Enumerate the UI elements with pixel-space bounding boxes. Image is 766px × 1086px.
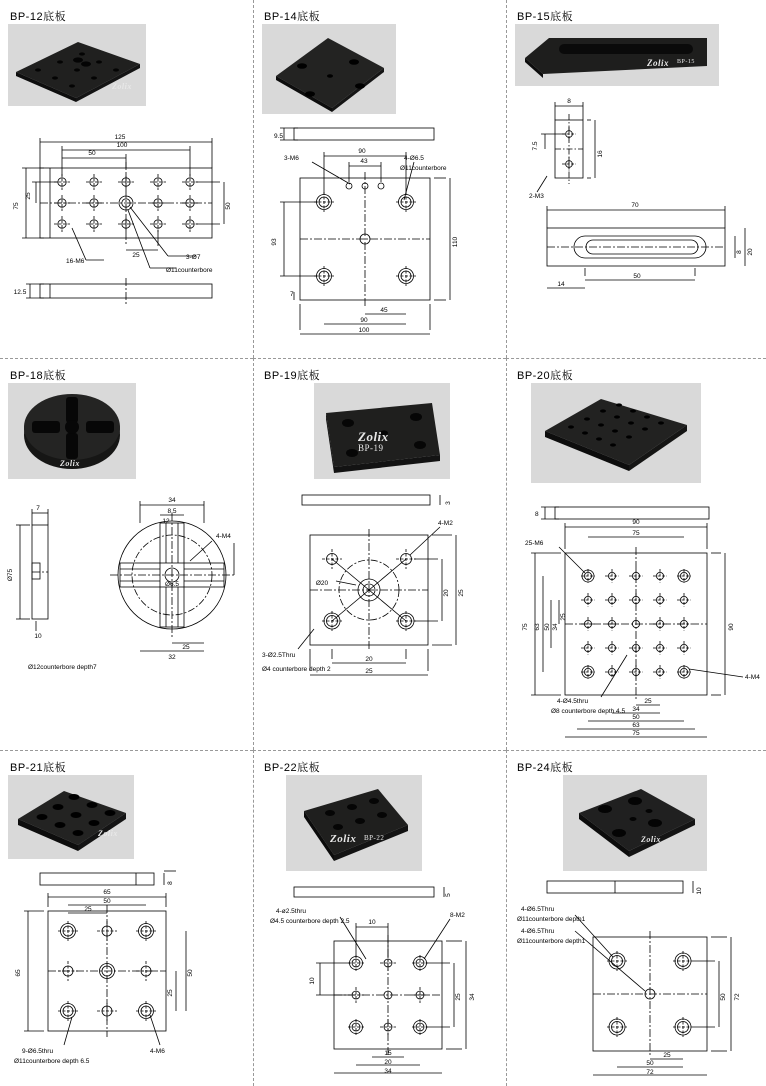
drawing-bp-20 xyxy=(507,487,766,741)
svg-text:10: 10 xyxy=(368,919,376,926)
svg-text:50: 50 xyxy=(103,898,111,905)
svg-text:93: 93 xyxy=(271,238,278,246)
svg-text:8.5: 8.5 xyxy=(167,508,177,515)
svg-text:8: 8 xyxy=(567,98,571,105)
product-photo-bp-24 xyxy=(563,775,707,871)
product-photo-bp-20 xyxy=(531,383,701,483)
svg-text:25: 25 xyxy=(167,989,174,997)
svg-text:25: 25 xyxy=(182,644,190,651)
product-cell-bp-20 xyxy=(506,358,766,750)
svg-text:63: 63 xyxy=(534,623,541,631)
svg-text:75: 75 xyxy=(632,730,640,737)
svg-text:70: 70 xyxy=(631,202,639,209)
product-cell-bp-14 xyxy=(253,0,506,358)
product-photo-bp-19 xyxy=(314,383,450,479)
svg-text:4-M4: 4-M4 xyxy=(745,674,760,681)
svg-text:20: 20 xyxy=(384,1059,392,1066)
brand-logo-bp-21: Zolix xyxy=(98,829,118,838)
svg-text:50: 50 xyxy=(646,1060,654,1067)
svg-text:8-M2: 8-M2 xyxy=(450,912,465,919)
svg-text:63: 63 xyxy=(632,722,640,729)
drawing-bp-12 xyxy=(0,124,253,354)
product-cell-bp-21 xyxy=(0,750,253,1086)
svg-text:Ø11counterbore: Ø11counterbore xyxy=(400,165,447,172)
svg-text:12: 12 xyxy=(162,518,170,525)
brand-logo-bp-24: Zolix xyxy=(641,835,661,844)
product-photo-bp-22 xyxy=(286,775,422,871)
drawing-bp-18 xyxy=(0,483,253,733)
model-label-bp-22: BP-22 xyxy=(364,834,385,842)
svg-text:25: 25 xyxy=(644,698,652,705)
svg-text:50: 50 xyxy=(187,969,194,977)
brand-logo-bp-18: Zolix xyxy=(60,459,80,468)
svg-text:50: 50 xyxy=(88,150,96,157)
product-photo-bp-21 xyxy=(8,775,134,859)
brand-logo-bp-12: Zolix xyxy=(112,82,132,91)
svg-text:7: 7 xyxy=(290,291,294,298)
svg-text:90: 90 xyxy=(360,317,368,324)
drawing-bp-19 xyxy=(254,481,506,731)
svg-text:34: 34 xyxy=(168,497,176,504)
photo-render-bp-14 xyxy=(262,24,396,114)
drawing-bp-15 xyxy=(507,76,766,312)
svg-text:34: 34 xyxy=(632,706,640,713)
svg-text:Ø11counterbore: Ø11counterbore xyxy=(166,267,213,274)
svg-text:8: 8 xyxy=(535,511,539,518)
svg-text:14: 14 xyxy=(557,281,565,288)
product-title-bp-12: BP-12底板 xyxy=(10,11,67,23)
model-label-bp-19: BP-19 xyxy=(358,443,384,453)
svg-text:Ø6.5: Ø6.5 xyxy=(164,581,180,588)
svg-text:10: 10 xyxy=(34,633,42,640)
svg-text:125: 125 xyxy=(114,134,126,141)
svg-text:Ø20: Ø20 xyxy=(315,580,329,587)
svg-text:75: 75 xyxy=(632,530,640,537)
svg-text:65: 65 xyxy=(103,889,111,896)
svg-text:25: 25 xyxy=(560,613,567,621)
product-photo-bp-12 xyxy=(8,24,146,106)
svg-text:Ø11counterbore depth1: Ø11counterbore depth1 xyxy=(517,916,586,923)
svg-text:110: 110 xyxy=(452,236,459,248)
brand-logo-bp-15: Zolix xyxy=(647,58,669,68)
product-cell-bp-22 xyxy=(253,750,506,1086)
svg-text:Ø11counterbore depth 6.5: Ø11counterbore depth 6.5 xyxy=(14,1058,90,1065)
product-photo-bp-14 xyxy=(262,24,396,114)
svg-text:5: 5 xyxy=(445,893,452,897)
svg-text:15: 15 xyxy=(384,1050,392,1057)
svg-text:34: 34 xyxy=(469,993,476,1001)
svg-text:50: 50 xyxy=(720,993,727,1001)
svg-text:9-Ø6.5thru: 9-Ø6.5thru xyxy=(22,1048,54,1055)
svg-text:Ø75: Ø75 xyxy=(7,568,14,582)
product-title-bp-18: BP-18底板 xyxy=(10,370,67,382)
svg-text:3-Ø2.5Thru: 3-Ø2.5Thru xyxy=(262,652,296,659)
svg-text:90: 90 xyxy=(728,623,735,631)
drawing-bp-21 xyxy=(0,863,253,1075)
svg-text:4-M6: 4-M6 xyxy=(150,1048,165,1055)
svg-text:75: 75 xyxy=(13,202,20,210)
svg-text:20: 20 xyxy=(443,589,450,597)
svg-text:50: 50 xyxy=(632,714,640,721)
drawing-bp-22 xyxy=(254,875,506,1085)
product-title-bp-20: BP-20底板 xyxy=(517,370,574,382)
model-label-bp-15: BP-15 xyxy=(677,59,695,65)
svg-text:43: 43 xyxy=(360,158,368,165)
svg-text:4-M4: 4-M4 xyxy=(216,533,231,540)
svg-text:100: 100 xyxy=(358,327,370,334)
svg-text:7: 7 xyxy=(36,505,40,512)
product-cell-bp-19 xyxy=(253,358,506,750)
svg-text:Ø8 counterbore depth 4.5: Ø8 counterbore depth 4.5 xyxy=(551,708,626,715)
product-cell-bp-12 xyxy=(0,0,253,358)
drawing-bp-14 xyxy=(254,116,506,356)
photo-render-bp-24 xyxy=(563,775,707,871)
drawing-bp-24 xyxy=(507,869,766,1083)
svg-text:3-Ø7: 3-Ø7 xyxy=(186,254,201,261)
svg-text:25: 25 xyxy=(455,993,462,1001)
svg-text:Ø4.5 counterbore depth 2.5: Ø4.5 counterbore depth 2.5 xyxy=(270,918,350,925)
svg-text:45: 45 xyxy=(380,307,388,314)
svg-text:90: 90 xyxy=(632,519,640,526)
svg-text:16-M6: 16-M6 xyxy=(66,258,85,265)
svg-text:32: 32 xyxy=(168,654,176,661)
svg-text:10: 10 xyxy=(309,977,316,985)
photo-render-bp-21 xyxy=(8,775,134,859)
svg-text:20: 20 xyxy=(747,248,754,256)
product-cell-bp-24 xyxy=(506,750,766,1086)
product-cell-bp-18 xyxy=(0,358,253,750)
svg-text:7.5: 7.5 xyxy=(532,141,539,151)
svg-text:25: 25 xyxy=(25,192,32,200)
svg-text:8: 8 xyxy=(736,250,743,254)
svg-text:25: 25 xyxy=(663,1052,671,1059)
svg-text:75: 75 xyxy=(522,623,529,631)
svg-text:34: 34 xyxy=(552,623,559,631)
svg-text:72: 72 xyxy=(734,993,741,1001)
photo-render-bp-12 xyxy=(8,24,146,106)
brand-logo-bp-19: Zolix xyxy=(358,429,389,444)
svg-text:34: 34 xyxy=(384,1068,392,1075)
photo-render-bp-22 xyxy=(286,775,422,871)
product-title-bp-24: BP-24底板 xyxy=(517,762,574,774)
svg-text:2-M3: 2-M3 xyxy=(529,193,544,200)
product-title-bp-21: BP-21底板 xyxy=(10,762,67,774)
svg-text:Ø12counterbore depth7: Ø12counterbore depth7 xyxy=(28,664,97,671)
photo-render-bp-20 xyxy=(531,383,701,483)
svg-text:25: 25 xyxy=(84,906,92,913)
svg-text:Ø4 counterbore depth 2: Ø4 counterbore depth 2 xyxy=(262,666,331,673)
svg-text:4-Ø6.5Thru: 4-Ø6.5Thru xyxy=(521,906,555,913)
product-title-bp-22: BP-22底板 xyxy=(264,762,321,774)
svg-text:Ø11counterbore depth1: Ø11counterbore depth1 xyxy=(517,938,586,945)
product-title-bp-15: BP-15底板 xyxy=(517,11,574,23)
svg-text:25: 25 xyxy=(458,589,465,597)
svg-text:4-Ø6.5Thru: 4-Ø6.5Thru xyxy=(521,928,555,935)
svg-text:16: 16 xyxy=(597,150,604,158)
product-cell-bp-15 xyxy=(506,0,766,358)
svg-text:25-M6: 25-M6 xyxy=(525,540,544,547)
svg-text:50: 50 xyxy=(225,202,232,210)
product-title-bp-14: BP-14底板 xyxy=(264,11,321,23)
product-title-bp-19: BP-19底板 xyxy=(264,370,321,382)
svg-text:10: 10 xyxy=(696,887,703,895)
svg-text:25: 25 xyxy=(365,668,373,675)
svg-text:25: 25 xyxy=(132,252,140,259)
svg-text:72: 72 xyxy=(646,1069,654,1076)
svg-text:3: 3 xyxy=(445,501,452,505)
svg-text:3-M6: 3-M6 xyxy=(284,155,299,162)
svg-text:9.5: 9.5 xyxy=(274,133,284,140)
svg-text:50: 50 xyxy=(633,273,641,280)
brand-logo-bp-22: Zolix xyxy=(330,833,357,845)
svg-text:90: 90 xyxy=(358,148,366,155)
svg-text:4-Ø4.5thru: 4-Ø4.5thru xyxy=(557,698,589,705)
svg-text:50: 50 xyxy=(544,623,551,631)
svg-text:12.5: 12.5 xyxy=(13,289,27,296)
svg-text:8: 8 xyxy=(167,881,174,885)
svg-text:4-M2: 4-M2 xyxy=(438,520,453,527)
svg-text:65: 65 xyxy=(15,969,22,977)
svg-text:20: 20 xyxy=(365,656,373,663)
svg-text:4-Ø6.5: 4-Ø6.5 xyxy=(404,155,424,162)
svg-text:100: 100 xyxy=(116,142,128,149)
product-photo-bp-18 xyxy=(8,383,136,479)
svg-text:4-ø2.5thru: 4-ø2.5thru xyxy=(276,908,306,915)
